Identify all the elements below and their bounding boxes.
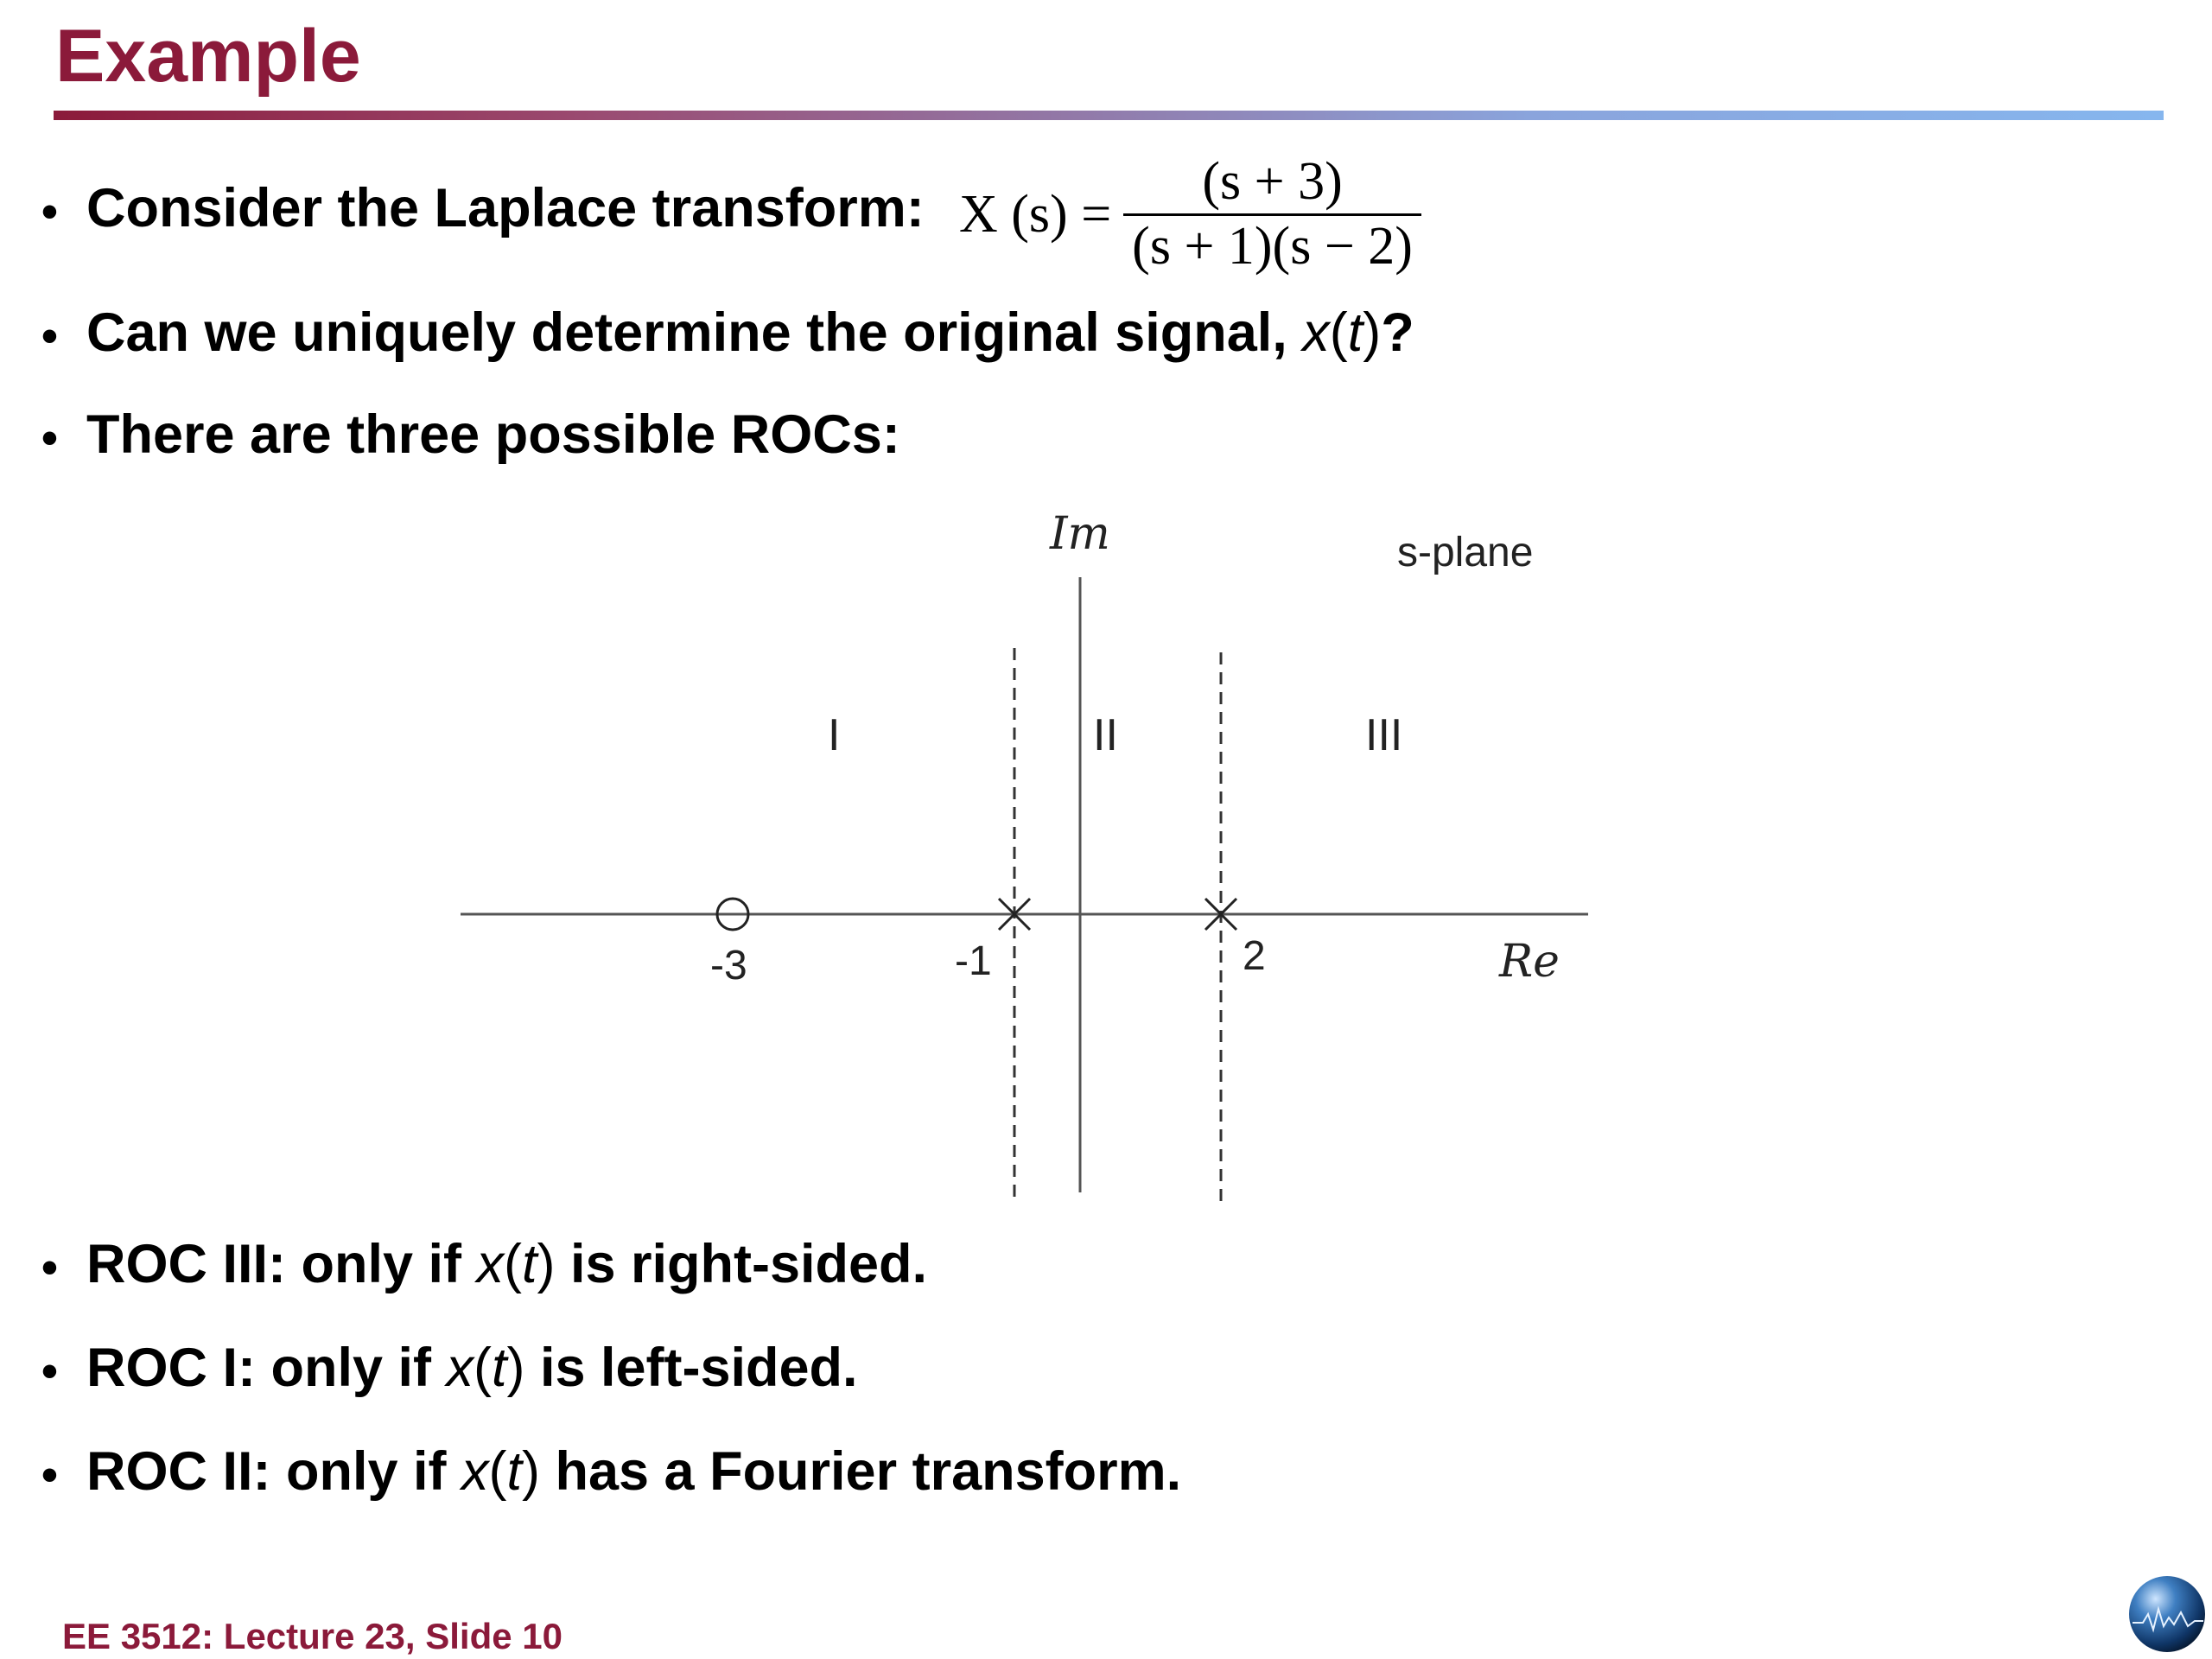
paren-left: ( <box>473 1338 492 1398</box>
roc-region-label: I <box>828 710 841 760</box>
bullet-dot: • <box>41 1242 58 1294</box>
paren-right: ) <box>1363 302 1382 363</box>
zero-value-label: -3 <box>710 943 747 988</box>
bullet-text: Can we uniquely determine the original signal, <box>86 302 1303 363</box>
paren-right: ) <box>522 1441 540 1502</box>
roc-region-label: II <box>1093 710 1118 760</box>
bullet-dot: • <box>41 310 58 363</box>
slide-footer: EE 3512: Lecture 23, Slide 10 <box>62 1616 563 1656</box>
bullet-text-end: ? <box>1381 302 1414 363</box>
bullet-text: ROC I: only if <box>86 1338 447 1398</box>
signal-t: t <box>521 1234 537 1294</box>
equation-denominator: (s + 1)(s − 2) <box>1132 216 1413 276</box>
signal-t: t <box>1347 302 1363 363</box>
signal-x: x <box>446 1338 474 1398</box>
real-axis-label: Re <box>1499 936 1560 988</box>
bullet-text: Consider the Laplace transform: <box>86 178 925 238</box>
signal-t: t <box>506 1441 522 1502</box>
globe-logo-icon <box>2127 1574 2207 1654</box>
signal-t: t <box>491 1338 507 1398</box>
paren-left: ( <box>488 1441 507 1502</box>
slide-title: Example <box>55 15 361 98</box>
bullet-roc-three <box>41 1234 928 1294</box>
paren-right: ) <box>537 1234 556 1294</box>
signal-x: x <box>461 1441 489 1502</box>
pole-value-label: 2 <box>1243 933 1266 979</box>
bullet-dot: • <box>41 186 58 238</box>
pole-value-label: -1 <box>955 938 992 984</box>
equation-lhs: X (s) = <box>959 184 1112 244</box>
bullet-dot: • <box>41 412 58 465</box>
signal-x: x <box>476 1234 504 1294</box>
s-plane-label: s-plane <box>1397 530 1534 575</box>
paren-left: ( <box>1329 302 1348 363</box>
roc-region-label: III <box>1365 710 1403 760</box>
bullet-text: There are three possible ROCs: <box>86 404 900 465</box>
paren-right: ) <box>506 1338 525 1398</box>
bullet-roc-two <box>41 1441 1182 1502</box>
bullet-roc-one <box>41 1338 858 1398</box>
signal-x: x <box>1302 302 1330 363</box>
bullet-text-end: has a Fourier transform. <box>539 1441 1182 1502</box>
paren-left: ( <box>504 1234 522 1294</box>
bullet-text: ROC III: only if <box>86 1234 477 1294</box>
bullet-text-end: is right-sided. <box>555 1234 928 1294</box>
equation-numerator: (s + 3) <box>1202 152 1343 212</box>
bullet-dot: • <box>41 1449 58 1502</box>
bullet-text: ROC II: only if <box>86 1441 461 1502</box>
bullet-text-end: is left-sided. <box>524 1338 858 1398</box>
imaginary-axis-label: Im <box>1050 508 1110 560</box>
bullet-dot: • <box>41 1345 58 1398</box>
